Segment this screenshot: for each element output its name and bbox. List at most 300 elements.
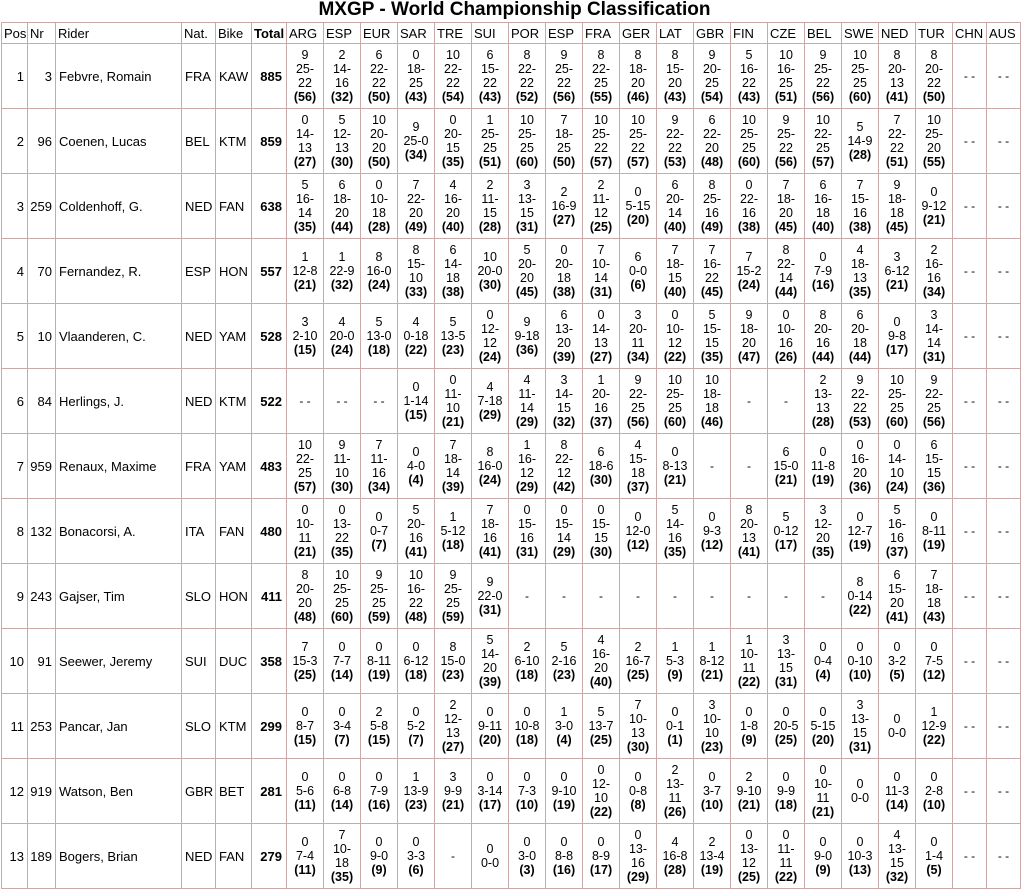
result-line: 16 — [927, 271, 941, 285]
result-line: 0 — [782, 828, 790, 842]
result-line: 18- — [332, 192, 352, 206]
result-line: 20 — [446, 206, 460, 220]
result-line: 25- — [776, 127, 796, 141]
cell-result — [472, 694, 509, 759]
result-line: 8-12 — [699, 654, 725, 668]
result-line: 20- — [702, 62, 722, 76]
result-line: 7-3 — [517, 784, 537, 798]
result-line: 18-6 — [588, 459, 614, 473]
result-line: 7 — [708, 243, 716, 257]
result-points: (26) — [774, 350, 798, 364]
cell-result — [953, 564, 987, 629]
result-line: 0 — [856, 438, 864, 452]
cell-result — [472, 824, 509, 889]
result-line: 9 — [634, 373, 642, 387]
result-points: (35) — [293, 220, 317, 234]
result-line: 14 — [594, 271, 608, 285]
result-line: 0 — [412, 48, 420, 62]
result-line: 0 — [412, 640, 420, 654]
result-line: - — [747, 589, 751, 603]
result-line: - - — [299, 394, 311, 408]
result-line: 22- — [924, 387, 944, 401]
result-points: (9) — [667, 668, 683, 682]
cell-pos: 11 — [2, 694, 28, 759]
result-line: 14 — [557, 531, 571, 545]
result-line: 6 — [486, 48, 494, 62]
result-line: 14- — [295, 127, 315, 141]
result-line: 16 — [779, 336, 793, 350]
result-line: 16- — [295, 192, 315, 206]
result-line: 22 — [742, 76, 756, 90]
result-points: (24) — [330, 343, 354, 357]
result-line: 11-3 — [884, 784, 910, 798]
result-points: (35) — [663, 545, 687, 559]
cell-result — [916, 759, 953, 824]
result-points: (27) — [441, 740, 465, 754]
cell-result — [287, 759, 324, 824]
result-points: (56) — [293, 90, 317, 104]
result-line: 18 — [557, 271, 571, 285]
result-line: 10 — [335, 466, 349, 480]
cell-result — [694, 824, 731, 889]
cell-result — [657, 824, 694, 889]
cell-result — [435, 369, 472, 434]
result-points: (9) — [371, 863, 387, 877]
cell-result — [583, 109, 620, 174]
result-points: (24) — [367, 278, 391, 292]
result-points: (60) — [663, 415, 687, 429]
result-points: (34) — [367, 480, 391, 494]
result-line: 10 — [742, 113, 756, 127]
cell-result — [987, 369, 1021, 434]
result-points: (4) — [408, 473, 424, 487]
result-line: 25- — [369, 582, 389, 596]
result-line: 13- — [554, 322, 574, 336]
result-line: 5 — [449, 315, 457, 329]
result-line: 7 — [301, 640, 309, 654]
cell-result — [472, 239, 509, 304]
result-line: 25 — [631, 401, 645, 415]
cell-result — [546, 564, 583, 629]
header-nat: Nat. — [182, 23, 216, 44]
result-points: (57) — [589, 155, 613, 169]
cell-result — [620, 304, 657, 369]
result-line: 0 — [338, 770, 346, 784]
cell-result — [398, 239, 435, 304]
result-line: 5 — [375, 315, 383, 329]
result-points: (49) — [404, 220, 428, 234]
cell-result — [694, 369, 731, 434]
result-points: (24) — [478, 473, 502, 487]
result-line: 14 — [927, 336, 941, 350]
result-line: 20 — [631, 76, 645, 90]
result-line: 10 — [520, 113, 534, 127]
result-line: 4 — [523, 373, 531, 387]
result-points: (22) — [848, 603, 872, 617]
cell-result — [583, 239, 620, 304]
cell-result — [731, 239, 768, 304]
result-line: 6 — [671, 178, 679, 192]
header-gp-cze: CZE — [768, 23, 805, 44]
cell-nr: 84 — [28, 369, 56, 434]
result-line: 6 — [338, 178, 346, 192]
result-line: - — [599, 589, 603, 603]
result-line: 8-7 — [295, 719, 315, 733]
result-line: 9 — [375, 568, 383, 582]
result-points: (29) — [515, 480, 539, 494]
result-line: 0 — [301, 705, 309, 719]
table-row — [2, 499, 1021, 564]
cell-result — [583, 174, 620, 239]
result-line: 0 — [634, 185, 642, 199]
result-line: 15 — [520, 206, 534, 220]
result-line: 20 — [520, 271, 534, 285]
result-points: (17) — [885, 343, 909, 357]
result-line: 3 — [708, 698, 716, 712]
cell-result — [509, 434, 546, 499]
table-row — [2, 239, 1021, 304]
result-line: - — [784, 394, 788, 408]
result-points: (10) — [700, 798, 724, 812]
result-line: 0 — [782, 705, 790, 719]
header-gp-chn: CHN — [953, 23, 987, 44]
result-line: 11 — [668, 791, 682, 805]
cell-result — [398, 174, 435, 239]
result-line: 3 — [560, 373, 568, 387]
result-line: 3-7 — [702, 784, 722, 798]
cell-result — [620, 629, 657, 694]
result-line: 6 — [819, 178, 827, 192]
result-line: 0 — [893, 640, 901, 654]
result-points: (17) — [478, 798, 502, 812]
cell-result — [879, 824, 916, 889]
result-line: 9-0 — [369, 849, 389, 863]
cell-rider: Gajser, Tim — [56, 564, 182, 629]
cell-result — [546, 629, 583, 694]
result-line: 25- — [295, 62, 315, 76]
cell-result — [583, 44, 620, 109]
result-line: 22- — [702, 127, 722, 141]
table-row — [2, 109, 1021, 174]
header-gp-swe: SWE — [842, 23, 879, 44]
result-line: 12- — [443, 712, 463, 726]
result-points: (6) — [408, 863, 424, 877]
result-points: (11) — [294, 798, 316, 812]
result-line: 22 — [520, 76, 534, 90]
cell-result — [916, 239, 953, 304]
cell-result — [916, 304, 953, 369]
result-points: (45) — [700, 285, 724, 299]
result-line: 7 — [338, 828, 346, 842]
result-points: (41) — [478, 545, 502, 559]
result-line: 10 — [409, 568, 423, 582]
result-line: 1-8 — [739, 719, 759, 733]
result-points: (34) — [922, 285, 946, 299]
result-line: 9 — [486, 575, 494, 589]
result-line: 7 — [597, 243, 605, 257]
header-gp-sui: SUI — [472, 23, 509, 44]
result-line: 0 — [412, 445, 420, 459]
result-line: 0 — [375, 770, 383, 784]
cell-nr: 3 — [28, 44, 56, 109]
result-line: 25- — [739, 127, 759, 141]
table-body — [2, 44, 1021, 889]
result-line: 0-7 — [369, 524, 389, 538]
result-points: (39) — [441, 480, 465, 494]
result-line: 10- — [591, 257, 611, 271]
cell-result — [916, 499, 953, 564]
result-line: 13 — [594, 336, 608, 350]
result-line: 5-12 — [440, 524, 466, 538]
cell-nat: SLO — [182, 564, 216, 629]
result-points: (25) — [293, 668, 317, 682]
result-points: (57) — [293, 480, 317, 494]
result-points: (30) — [589, 473, 613, 487]
result-points: (40) — [663, 285, 687, 299]
classification-table — [1, 22, 1021, 889]
result-points: (41) — [404, 545, 428, 559]
cell-result — [435, 564, 472, 629]
result-points: (1) — [667, 733, 683, 747]
result-line: 20- — [295, 582, 315, 596]
cell-total: 885 — [252, 44, 287, 109]
cell-result — [842, 174, 879, 239]
header-row — [2, 23, 1021, 44]
result-line: 0 — [819, 705, 827, 719]
cell-result — [509, 369, 546, 434]
result-line: 13-7 — [588, 719, 614, 733]
result-line: 22- — [591, 62, 611, 76]
result-line: 0 — [856, 640, 864, 654]
cell-result — [324, 694, 361, 759]
result-line: 16- — [776, 62, 796, 76]
cell-pos: 6 — [2, 369, 28, 434]
cell-result — [987, 304, 1021, 369]
result-points: (35) — [848, 285, 872, 299]
result-points: (57) — [811, 155, 835, 169]
result-line: 4 — [671, 835, 679, 849]
result-line: 1-4 — [924, 849, 944, 863]
result-line: 5-3 — [665, 654, 685, 668]
cell-result — [398, 369, 435, 434]
result-line: 20-0 — [329, 329, 355, 343]
result-points: (19) — [367, 668, 391, 682]
cell-result — [842, 499, 879, 564]
cell-result — [987, 564, 1021, 629]
result-points: (25) — [774, 733, 798, 747]
cell-result — [916, 174, 953, 239]
result-line: 18- — [924, 582, 944, 596]
header-bike: Bike — [216, 23, 252, 44]
result-points: (19) — [811, 473, 835, 487]
result-line: 7 — [560, 113, 568, 127]
cell-result — [731, 824, 768, 889]
result-line: 16- — [406, 582, 426, 596]
cell-result — [324, 629, 361, 694]
result-line: 22- — [776, 257, 796, 271]
result-line: 7 — [486, 503, 494, 517]
cell-bike: DUC — [216, 629, 252, 694]
result-points: (18) — [367, 343, 391, 357]
result-line: 2 — [819, 373, 827, 387]
cell-result — [731, 759, 768, 824]
result-line: 11 — [816, 791, 830, 805]
result-line: 10 — [705, 373, 719, 387]
result-line: - — [747, 459, 751, 473]
cell-result — [987, 629, 1021, 694]
result-line: 1-14 — [403, 394, 429, 408]
result-line: 0 — [560, 243, 568, 257]
cell-result — [583, 304, 620, 369]
result-line: 0 — [819, 763, 827, 777]
cell-result — [805, 434, 842, 499]
result-line: 10 — [705, 726, 719, 740]
result-line: 25- — [702, 192, 722, 206]
result-points: (37) — [626, 480, 650, 494]
result-line: 20- — [443, 127, 463, 141]
cell-result — [731, 499, 768, 564]
result-line: 9 — [412, 120, 420, 134]
result-line: 6-8 — [332, 784, 352, 798]
result-line: 2 — [597, 178, 605, 192]
cell-result — [768, 304, 805, 369]
result-line: 2-8 — [924, 784, 944, 798]
table-row — [2, 434, 1021, 499]
result-points: (23) — [441, 668, 465, 682]
result-line: - — [747, 394, 751, 408]
result-line: 3-2 — [887, 654, 907, 668]
cell-result — [620, 694, 657, 759]
cell-total: 299 — [252, 694, 287, 759]
cell-result — [361, 564, 398, 629]
result-line: 0 — [708, 510, 716, 524]
header-gp-lat: LAT — [657, 23, 694, 44]
cell-result — [287, 304, 324, 369]
cell-total: 411 — [252, 564, 287, 629]
cell-total: 557 — [252, 239, 287, 304]
result-line: 0 — [375, 510, 383, 524]
result-points: (17) — [774, 538, 798, 552]
result-line: 10 — [816, 113, 830, 127]
header-gp-bel: BEL — [805, 23, 842, 44]
result-line: 20-0 — [477, 264, 503, 278]
result-line: 5-15 — [625, 199, 651, 213]
cell-result — [768, 434, 805, 499]
cell-bike: YAM — [216, 434, 252, 499]
cell-result — [842, 239, 879, 304]
result-points: (40) — [441, 220, 465, 234]
result-line: 12 — [594, 206, 608, 220]
result-line: 25 — [668, 401, 682, 415]
result-points: (30) — [478, 278, 502, 292]
result-line: 5 — [745, 48, 753, 62]
result-line: 9-9 — [443, 784, 463, 798]
cell-result — [435, 109, 472, 174]
cell-result — [657, 694, 694, 759]
result-line: 22 — [594, 141, 608, 155]
result-points: (34) — [626, 350, 650, 364]
result-points: (50) — [552, 155, 576, 169]
cell-result — [361, 109, 398, 174]
result-line: 20- — [628, 322, 648, 336]
result-points: (4) — [556, 733, 572, 747]
cell-result — [953, 759, 987, 824]
result-points: (8) — [630, 798, 646, 812]
result-line: 7 — [893, 113, 901, 127]
result-points: (27) — [552, 213, 576, 227]
result-line: 14 — [779, 271, 793, 285]
cell-result — [731, 694, 768, 759]
result-points: (21) — [885, 278, 909, 292]
cell-pos: 12 — [2, 759, 28, 824]
result-points: (56) — [922, 415, 946, 429]
result-line: 10 — [779, 48, 793, 62]
cell-result — [620, 564, 657, 629]
result-line: 16 — [668, 531, 682, 545]
cell-result — [805, 694, 842, 759]
result-line: 13 — [853, 271, 867, 285]
cell-result — [953, 304, 987, 369]
result-line: 13-4 — [699, 849, 725, 863]
result-line: 16 — [372, 466, 386, 480]
cell-result — [916, 369, 953, 434]
result-line: 11- — [592, 192, 610, 206]
result-points: (57) — [626, 155, 650, 169]
result-points: (32) — [552, 415, 576, 429]
cell-result — [987, 499, 1021, 564]
result-line: 7 — [375, 438, 383, 452]
cell-result — [546, 759, 583, 824]
cell-pos: 4 — [2, 239, 28, 304]
result-line: 10 — [409, 271, 423, 285]
result-line: 13 — [298, 141, 312, 155]
result-line: 13- — [850, 712, 870, 726]
result-line: - - — [336, 394, 348, 408]
result-line: 9 — [819, 48, 827, 62]
cell-result — [953, 109, 987, 174]
header-gp-tur: TUR — [916, 23, 953, 44]
result-line: 11-8 — [810, 459, 836, 473]
result-points: (32) — [885, 870, 909, 884]
result-line: 25- — [554, 62, 574, 76]
result-points: (31) — [589, 285, 613, 299]
result-line: 16- — [813, 192, 833, 206]
cell-nat: NED — [182, 369, 216, 434]
result-points: (44) — [811, 350, 835, 364]
result-line: 25- — [628, 127, 648, 141]
result-line: 9 — [523, 315, 531, 329]
cell-result — [916, 564, 953, 629]
cell-result — [546, 109, 583, 174]
result-points: (19) — [848, 538, 872, 552]
result-line: 25- — [813, 62, 833, 76]
result-line: 20 — [705, 141, 719, 155]
cell-result — [805, 239, 842, 304]
cell-result — [546, 174, 583, 239]
result-line: 8 — [597, 48, 605, 62]
result-line: 22 — [446, 76, 460, 90]
result-line: 2 — [634, 640, 642, 654]
result-points: (35) — [441, 155, 465, 169]
cell-result — [987, 759, 1021, 824]
table-row — [2, 759, 1021, 824]
result-line: 16 — [594, 401, 608, 415]
result-line: 22 — [409, 596, 423, 610]
result-line: 16-9 — [551, 199, 577, 213]
cell-result — [657, 499, 694, 564]
result-line: 22- — [739, 192, 759, 206]
result-points: (16) — [552, 863, 576, 877]
